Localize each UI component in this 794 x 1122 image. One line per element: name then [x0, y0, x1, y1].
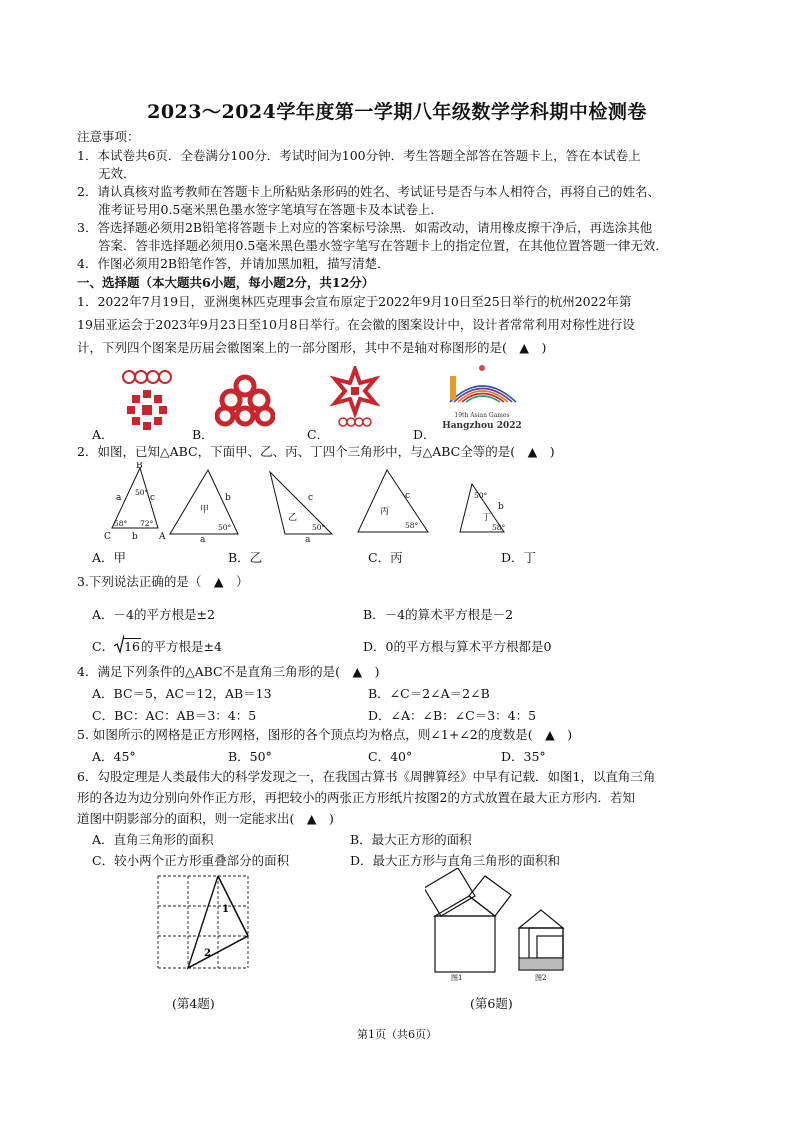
sqrt-expression: [114, 639, 141, 654]
q2-triangles: [90, 462, 530, 544]
q3-option-c-text: 的平方根是±4: [140, 639, 222, 654]
q3-option-c-label: C．: [92, 639, 115, 654]
q4-option-a: A．BC＝5，AC＝12，AB＝13: [92, 686, 272, 701]
q2-option-a: A．甲: [92, 550, 127, 565]
side-b: b: [132, 532, 138, 542]
sqrt-radicand: 16: [124, 639, 140, 654]
q5-option-d: D．35°: [501, 749, 546, 764]
q3-stem: 3.下列说法正确的是（ ▲ ）: [77, 574, 249, 589]
q5-option-a: A．45°: [92, 749, 136, 764]
q3-option-d: D．0的平方根与算术平方根都是0: [363, 639, 552, 654]
q6-line: 形的各边为边分别向外作正方形，再把较小的两张正方形纸片按图2的方式放置在最大正方形内．若知: [77, 790, 635, 805]
yi-angle: 50°: [312, 523, 326, 532]
q6-line: 6．勾股定理是人类最伟大的科学发现之一，在我国古算书《周髀算经》中早有记载．如图1，以直角三角: [77, 769, 656, 784]
side-a: a: [116, 493, 122, 503]
ding-b: b: [498, 502, 504, 512]
note-line: 2．请认真核对监考教师在答题卡上所粘贴条形码的姓名、考试证号是否与本人相符合，再将自己的姓名、: [77, 184, 660, 199]
note-line: 1．本试卷共6页．全卷满分100分．考试时间为100分钟．考生答题全部答在答题卡上，答在本试卷上: [77, 148, 641, 163]
note-line: 无效．: [98, 166, 136, 181]
q3-option-a: A．－4的平方根是±2: [92, 607, 215, 622]
section-heading: 一、选择题（本大题共6小题，每小题2分，共12分）: [77, 275, 375, 290]
q6-option-c: C．较小两个正方形重叠部分的面积: [92, 853, 290, 868]
note-line: 4．作图必须用2B铅笔作答，并请加黑加粗，描写清楚．: [77, 256, 390, 271]
q6-line: 道图中阴影部分的面积，则一定能求出( ▲ ): [77, 811, 334, 826]
q1-option-a: A．: [92, 427, 114, 442]
pic1-label: 图1: [451, 974, 463, 982]
ding-angle2: 58°: [492, 523, 506, 532]
name-jia: 甲: [200, 505, 210, 515]
q1-option-d: D．: [413, 427, 436, 442]
side-c: c: [150, 493, 156, 503]
q2-stem: 2．如图，已知△ABC，下面甲、乙、丙、丁四个三角形中，与△ABC全等的是( ▲ ): [77, 444, 555, 459]
note-line: 答案．答非选择题必须用0.5毫米黑色墨水签字笔写在答题卡上的指定位置，在其他位置答题一律无效．: [98, 238, 668, 253]
page-title: 2023～2024学年度第一学期八年级数学学科期中检测卷: [147, 101, 647, 123]
q1-option-c: C．: [307, 427, 330, 442]
label-b: B: [136, 462, 143, 471]
notes-heading: 注意事项：: [77, 129, 140, 144]
q4-option-b: B．∠C＝2∠A＝2∠B: [368, 686, 490, 701]
large-square: [435, 916, 495, 972]
angle-1-label: 1: [222, 904, 229, 915]
fig-pythagoras: [425, 868, 565, 983]
square-left: [425, 868, 475, 916]
logo-a-image: [115, 368, 180, 433]
q1-line: 计，下列四个图案是历届会徽图案上的一部分图形，其中不是轴对称图形的是( ▲ ): [77, 340, 547, 355]
q1-line: 1．2022年7月19日，亚洲奥林匹克理事会宣布原定于2022年9月10日至25日举行的杭州2022年第: [77, 294, 632, 309]
bing-c: c: [405, 491, 411, 501]
label-a: A: [159, 532, 166, 542]
logo-d-line1: 19th Asian Games: [454, 412, 510, 419]
q6-option-d: D．最大正方形与直角三角形的面积和: [350, 853, 561, 868]
logo-c-image: [330, 366, 380, 431]
q2-option-d: D．丁: [501, 550, 537, 565]
q5-stem: 5. 如图所示的网格是正方形网格，图形的各个顶点均为格点，则∠1+∠2的度数是( ▲ ): [77, 727, 573, 742]
name-ding: 丁: [482, 513, 492, 523]
ding-angle1: 50°: [474, 491, 488, 500]
q6-option-b: B．最大正方形的面积: [350, 832, 472, 847]
jia-a: a: [200, 535, 206, 544]
name-yi: 乙: [288, 513, 298, 523]
angle-2-label: 2: [204, 948, 211, 959]
angle-b: 50°: [135, 488, 149, 497]
yi-a: a: [305, 535, 311, 544]
angle-c: 58°: [114, 519, 128, 528]
fig-grid: [150, 870, 270, 975]
q4-option-d: D．∠A：∠B：∠C＝3：4：5: [368, 708, 537, 723]
q3-option-c: [92, 637, 222, 655]
note-line: 3．答选择题必须用2B铅笔将答题卡上对应的答案标号涂黑．如需改动，请用橡皮擦干净后，再选涂其他: [77, 220, 653, 235]
yi-c: c: [308, 493, 314, 503]
name-bing: 丙: [380, 507, 390, 517]
q4-option-c: C．BC：AC：AB＝3：4：5: [92, 708, 257, 723]
q2-option-c: C．丙: [368, 550, 403, 565]
fig2-triangle: [519, 910, 563, 928]
angle-a: 72°: [140, 519, 154, 528]
q4-stem: 4．满足下列条件的△ABC不是直角三角形的是( ▲ ): [77, 664, 380, 679]
label-c: C: [104, 532, 111, 542]
note-line: 准考证号用0.5毫米黑色墨水签字笔填写在答题卡及本试卷上．: [98, 202, 443, 217]
shaded-area: [519, 958, 563, 970]
pic2-label: 图2: [535, 974, 547, 982]
q2-option-b: B．乙: [228, 550, 263, 565]
sqrt-sign-icon: [114, 634, 124, 654]
bing-angle: 58°: [405, 521, 419, 530]
page-footer: 第1页（共6页）: [357, 1028, 437, 1041]
logo-d-image: [440, 362, 525, 434]
jia-angle: 50°: [218, 523, 232, 532]
jia-b: b: [225, 493, 231, 503]
q3-option-b: B．－4的算术平方根是－2: [363, 607, 514, 622]
q6-option-a: A．直角三角形的面积: [92, 832, 214, 847]
fig4-caption: (第4题): [172, 996, 215, 1011]
q5-option-b: B．50°: [228, 749, 272, 764]
q5-option-c: C．40°: [368, 749, 413, 764]
fig6-caption: (第6题): [470, 996, 513, 1011]
right-triangle: [435, 896, 495, 916]
logo-b-image: [215, 373, 275, 428]
logo-d-line2: Hangzhou 2022: [442, 421, 522, 431]
q1-option-b: B．: [192, 427, 214, 442]
q1-line: 19届亚运会于2023年9月23日至10月8日举行。在会徽的图案设计中，设计者常常利用对称性进行设: [77, 317, 635, 332]
